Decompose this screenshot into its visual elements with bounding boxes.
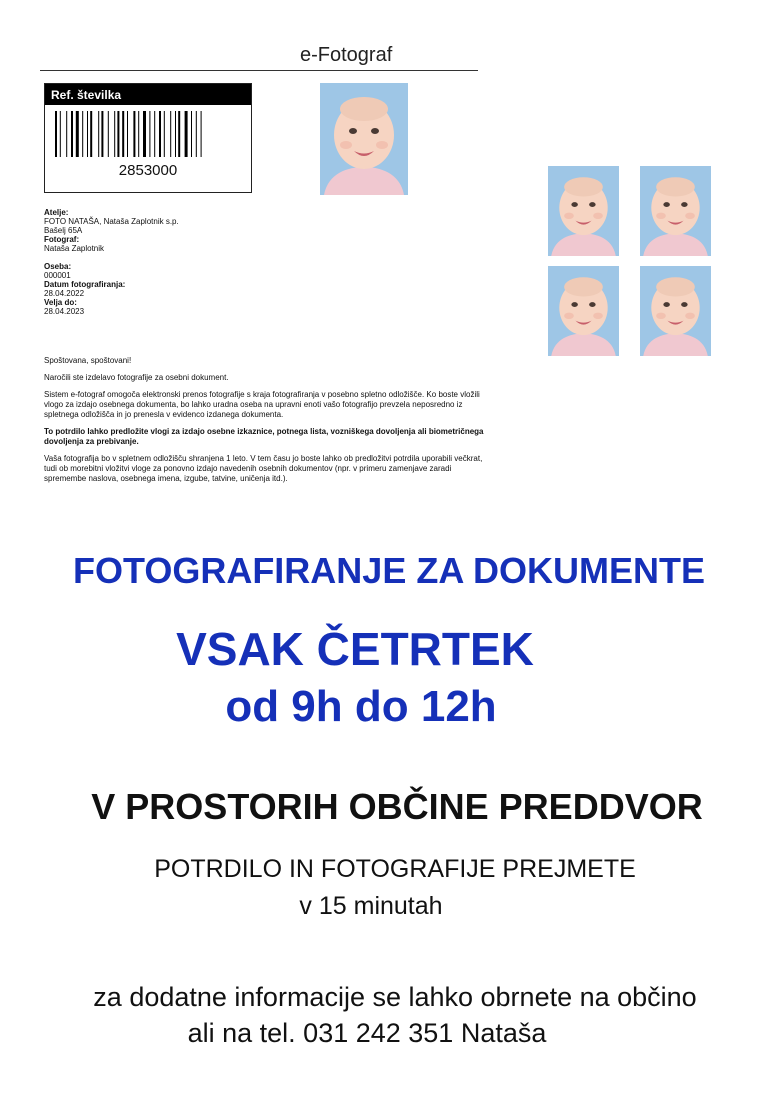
barcode-bar bbox=[170, 111, 171, 157]
barcode-bar bbox=[143, 111, 146, 157]
letter-body bbox=[44, 356, 484, 491]
atelje-line: FOTO NATAŠA, Nataša Zaplotnik s.p. bbox=[44, 217, 179, 226]
letter-paragraph-bold: To potrdilo lahko predložite vlogi za izdajo osebne izkaznice, potnega lista, vozniškega dovoljenja ali biometričnega dovoljenja za prebivanje. bbox=[44, 427, 484, 446]
barcode-bar bbox=[175, 111, 176, 157]
document-title: e-Fotograf bbox=[300, 44, 393, 66]
fotograf-name: Nataša Zaplotnik bbox=[44, 244, 105, 253]
datum-label: Datum fotografiranja: bbox=[44, 280, 126, 289]
letter-paragraph: Naročili ste izdelavo fotografije za osebni dokument. bbox=[44, 373, 229, 382]
fotograf-label: Fotograf: bbox=[44, 235, 80, 244]
announcement-subline: v 15 minutah bbox=[299, 892, 443, 920]
announcement-location: V PROSTORIH OBČINE PREDDVOR bbox=[91, 786, 703, 827]
barcode-bar bbox=[76, 111, 79, 157]
barcode-bar bbox=[185, 111, 188, 157]
barcode-bar bbox=[133, 111, 135, 157]
barcode-bar bbox=[149, 111, 150, 157]
velja-label: Velja do: bbox=[44, 298, 77, 307]
barcode-bar bbox=[114, 111, 115, 157]
barcode-bar bbox=[82, 111, 83, 157]
studio-info bbox=[44, 208, 179, 316]
reference-box bbox=[44, 83, 252, 193]
portrait-photo-small bbox=[548, 166, 619, 256]
reference-number: 2853000 bbox=[118, 162, 178, 179]
portrait-photo-small bbox=[640, 166, 711, 256]
barcode-bar bbox=[98, 111, 99, 157]
barcode-bar bbox=[178, 111, 180, 157]
barcode-bar bbox=[127, 111, 128, 157]
letter-greeting: Spoštovana, spoštovani! bbox=[44, 356, 132, 365]
announcement-day: VSAK ČETRTEK bbox=[176, 623, 534, 675]
letter-paragraph: Vaša fotografija bo v spletnem odložišču shranjena 1 leto. V tem času jo boste lahko ob predložitvi potrdila uporabili večkrat, tudi ob morebitni vložitvi vloge za ponovno izdajo navedenih osebnih dokumentov (npr. v primeru zamenjave zaradi spremembe naslova, osebnega imena, izgube, tatvine, uničenja itd.). bbox=[44, 454, 483, 483]
announcement-time: od 9h do 12h bbox=[225, 682, 497, 731]
letter-paragraph: Sistem e-fotograf omogoča elektronski prenos fotografije s kraja fotografiranja v posebno spletno odložišče. Ko boste vložili vlogo za izdajo osebnega dokumenta, bo lahko uradna oseba na upravni enoti vašo fotografijo prevzela neposredno iz spletnega odložišča in jo prenesla v evidenco izdanega dokumenta. bbox=[44, 390, 480, 419]
barcode-bar bbox=[90, 111, 92, 157]
reference-label: Ref. številka bbox=[45, 84, 251, 105]
oseba-value: 000001 bbox=[44, 271, 71, 280]
barcode-bar bbox=[71, 111, 73, 157]
atelje-line: Bašelj 65A bbox=[44, 226, 83, 235]
contact-line: ali na tel. 031 242 351 Nataša bbox=[187, 1018, 547, 1048]
barcode-bar bbox=[108, 111, 109, 157]
contact-line: za dodatne informacije se lahko obrnete na občino bbox=[93, 982, 697, 1012]
announcement-headline: FOTOGRAFIRANJE ZA DOKUMENTE bbox=[72, 550, 705, 591]
velja-value: 28.04.2023 bbox=[44, 307, 85, 316]
barcode-bar bbox=[101, 111, 103, 157]
barcode-bar bbox=[138, 111, 139, 157]
barcode-bar bbox=[164, 111, 165, 157]
barcode-bar bbox=[159, 111, 161, 157]
barcode-bar bbox=[191, 111, 192, 157]
barcode-bar bbox=[60, 111, 61, 157]
barcode-bar bbox=[201, 111, 202, 157]
atelje-label: Atelje: bbox=[44, 208, 69, 217]
barcode-bar bbox=[122, 111, 124, 157]
header-divider bbox=[40, 70, 478, 71]
barcode-bar bbox=[117, 111, 119, 157]
barcode-image bbox=[55, 111, 241, 157]
main-portrait-photo bbox=[320, 83, 408, 195]
barcode-bar bbox=[196, 111, 197, 157]
barcode-bar bbox=[55, 111, 57, 157]
barcode-bar bbox=[87, 111, 88, 157]
portrait-photo-small bbox=[548, 266, 619, 356]
barcode-bar bbox=[66, 111, 67, 157]
portrait-photo-small bbox=[640, 266, 711, 356]
datum-value: 28.04.2022 bbox=[44, 289, 85, 298]
announcement-subline: POTRDILO IN FOTOGRAFIJE PREJMETE bbox=[154, 855, 636, 883]
barcode-bar bbox=[154, 111, 155, 157]
oseba-label: Oseba: bbox=[44, 262, 72, 271]
